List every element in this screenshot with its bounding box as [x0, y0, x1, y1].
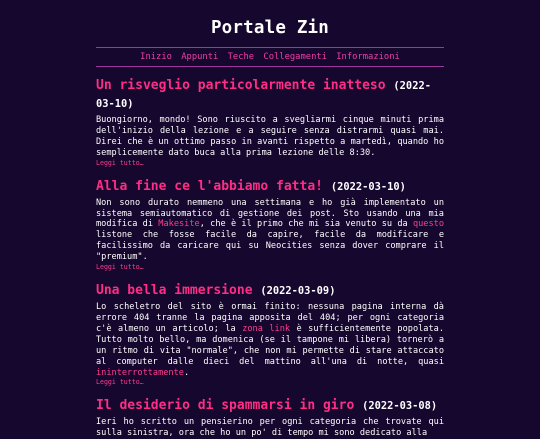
nav-link-inizio[interactable]: Inizio — [140, 52, 172, 62]
read-more-link[interactable]: Leggi tutto… — [96, 378, 144, 387]
ininterrottamente-link[interactable]: ininterrottamente — [96, 367, 184, 378]
post-title[interactable]: Un risveglio particolarmente inatteso — [96, 78, 386, 93]
main-nav — [96, 47, 444, 67]
zona-link-link[interactable]: zona link — [242, 323, 291, 334]
post-item — [96, 77, 444, 168]
post-heading — [96, 282, 444, 300]
excerpt-text: è sufficientemente popolata. Tutto molto bello, ma domenica (se il tampone mi libera) tornerò a un ritmo di vita "normale", che non mi permette di stare attaccato al computer dalle dieci del mattino all'una di notte, quasi — [96, 323, 444, 367]
post-date: (2022-03-09) — [260, 285, 336, 298]
post-heading — [96, 77, 444, 113]
post-excerpt — [96, 302, 444, 378]
post-date: (2022-03-08) — [362, 400, 438, 413]
excerpt-text: . — [183, 367, 190, 378]
post-item — [96, 397, 444, 439]
post-excerpt — [96, 198, 444, 263]
post-excerpt — [96, 115, 444, 159]
post-title[interactable]: Il desiderio di spammarsi in giro — [96, 398, 355, 414]
nav-link-teche[interactable]: Teche — [227, 52, 255, 62]
post-excerpt — [96, 417, 444, 439]
read-more-link[interactable]: Leggi tutto… — [96, 158, 144, 167]
nav-link-collegamenti[interactable]: Collegamenti — [263, 52, 327, 62]
excerpt-text: Non sono durato nemmeno una settimana e ho già implementato un sistema semiautomatico di gestione dei post. Sto usando una mia modifica di — [96, 197, 444, 230]
post-date: (2022-03-10) — [330, 180, 406, 193]
makesite-link[interactable]: Makesite — [158, 219, 200, 230]
post-heading — [96, 178, 444, 196]
nav-link-appunti[interactable]: Appunti — [181, 52, 219, 62]
site-title: Portale Zin — [210, 18, 330, 38]
read-more-link[interactable]: Leggi tutto… — [96, 263, 144, 272]
post-heading — [96, 397, 444, 415]
post-item — [96, 282, 444, 387]
nav-link-informazioni[interactable]: Informazioni — [336, 52, 400, 62]
questo-link[interactable]: questo — [412, 219, 444, 230]
post-list — [96, 77, 444, 439]
post-item — [96, 178, 444, 272]
excerpt-text: Lo scheletro del sito è ormai finito: nessuna pagina interna dà errore 404 tranne la pagina apposita del 404; per ogni categoria c'è almeno un articolo; la — [96, 302, 444, 334]
excerpt-text: Ieri ho scritto un pensierino per ogni categoria che trovate qui sulla sinistra, ora che ho un po' di tempo mi sono dedicato alla — [96, 417, 444, 439]
excerpt-text: Buongiorno, mondo! Sono riuscito a svegliarmi cinque minuti prima dell'inizio della lezione e a seguire senza distrarmi quasi mai. Direi che è un ottimo passo in avanti rispetto a martedì, quando ho semplicemente dato buca alla prima lezione delle 8:30. — [96, 115, 444, 158]
site-header — [96, 0, 444, 67]
post-title[interactable]: Alla fine ce l'abbiamo fatta! — [96, 178, 323, 194]
excerpt-text: listone che fosse facile da capire, facile da modificare e facilissimo da caricare qui su Neocities senza dover comprare il "premium". — [96, 230, 444, 263]
excerpt-text: , che è il primo che mi sia venuto su da — [199, 219, 413, 230]
post-date: (2022-03-10) — [96, 80, 431, 110]
post-title[interactable]: Una bella immersione — [96, 283, 253, 299]
